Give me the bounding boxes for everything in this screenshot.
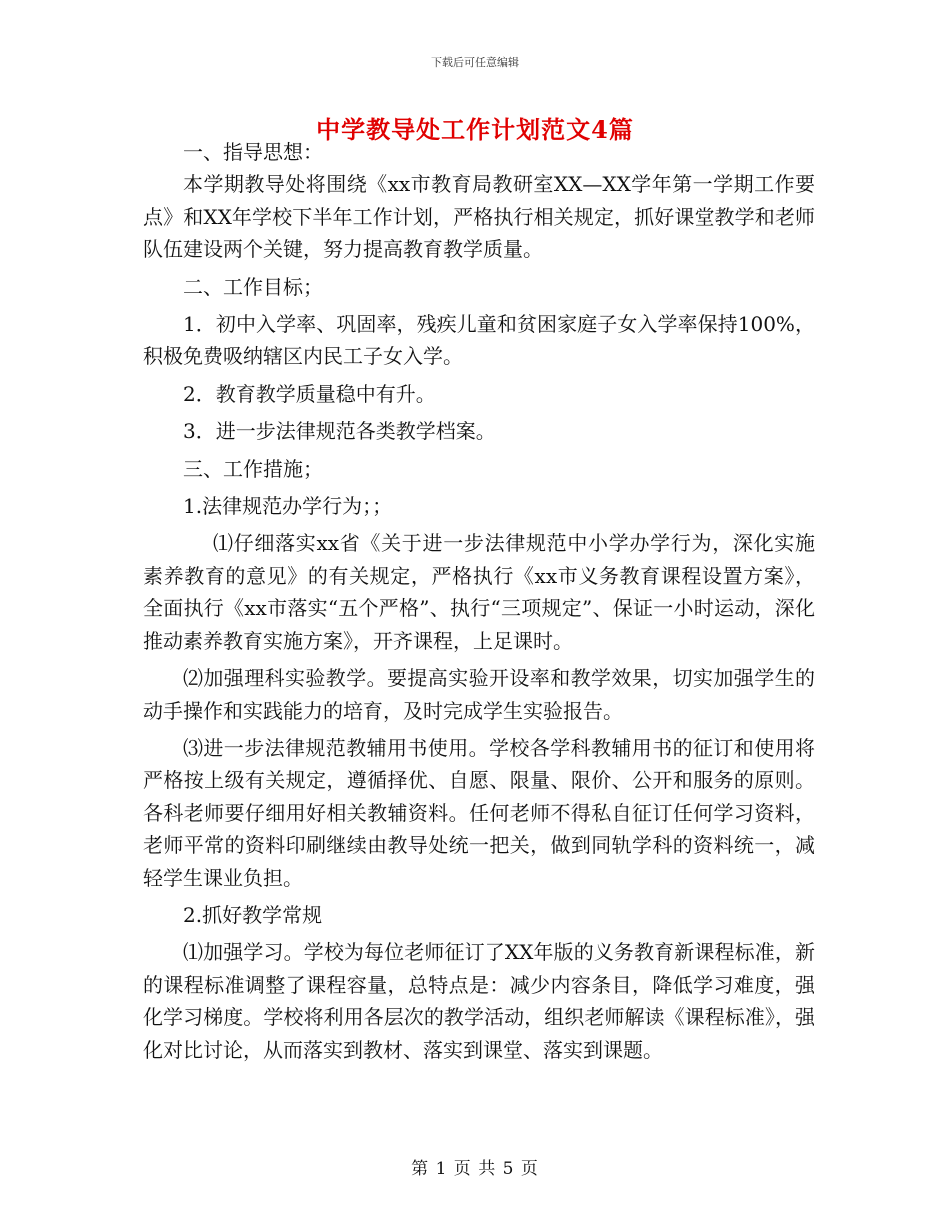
measure-heading-2: 2.抓好教学常规 xyxy=(183,902,323,927)
goal-item-1: 1．初中入学率、巩固率，残疾儿童和贫困家庭子女入学率保持100%，积极免费吸纳辖区内民工子女入学。 xyxy=(143,312,815,369)
goal-item-3: 3．进一步法律规范各类教学档案。 xyxy=(183,419,496,444)
paragraph-guiding-ideology: 本学期教导处将围绕《xx市教育局教研室XX—XX学年第一学期工作要点》和XX年学校下半年工作计划，严格执行相关规定，抓好课堂教学和老师队伍建设两个关键，努力提高教育教学质量。 xyxy=(143,172,815,262)
page-header-note: 下载后可任意编辑 xyxy=(431,56,519,69)
page-footer-number: 第 1 页 共 5 页 xyxy=(411,1159,539,1179)
document-title: 中学教导处工作计划范文4篇 xyxy=(316,115,634,144)
document-body xyxy=(143,136,815,1066)
measure-heading-1: 1.法律规范办学行为；； xyxy=(183,494,393,519)
measure-1-item-1: ⑴仔细落实xx省《关于进一步法律规范中小学办学行为，深化实施素养教育的意见》的有关规定，严格执行《xx市义务教育课程设置方案》，全面执行《xx市落实“五个严格”、执行“三项规定”、保证一小时运动，深化推动素养教育实施方案》，开齐课程，上足课时。 xyxy=(143,531,815,653)
measure-1-item-3: ⑶进一步法律规范教辅用书使用。学校各学科教辅用书的征订和使用将严格按上级有关规定，遵循择优、自愿、限量、限价、公开和服务的原则。各科老师要仔细用好相关教辅资料。任何老师不得私自征订任何学习资料，老师平常的资料印刷继续由教导处统一把关，做到同轨学科的资料统一，减轻学生课业负担。 xyxy=(143,735,815,890)
measure-2-item-1: ⑴加强学习。学校为每位老师征订了XX年版的义务教育新课程标准，新的课程标准调整了课程容量，总特点是：减少内容条目，降低学习难度，强化学习梯度。学校将利用各层次的教学活动，组织老师解读《课程标准》，强化对比讨论，从而落实到教材、落实到课堂、落实到课题。 xyxy=(143,940,815,1062)
section-heading-work-goals: 二、工作目标； xyxy=(183,274,323,299)
section-heading-guiding-ideology: 一、指导思想： xyxy=(183,140,323,164)
section-heading-work-measures: 三、工作措施； xyxy=(183,456,323,481)
goal-item-2: 2．教育教学质量稳中有升。 xyxy=(183,381,436,406)
measure-1-item-2: ⑵加强理科实验教学。要提高实验开设率和教学效果，切实加强学生的动手操作和实践能力的培育，及时完成学生实验报告。 xyxy=(143,666,815,723)
